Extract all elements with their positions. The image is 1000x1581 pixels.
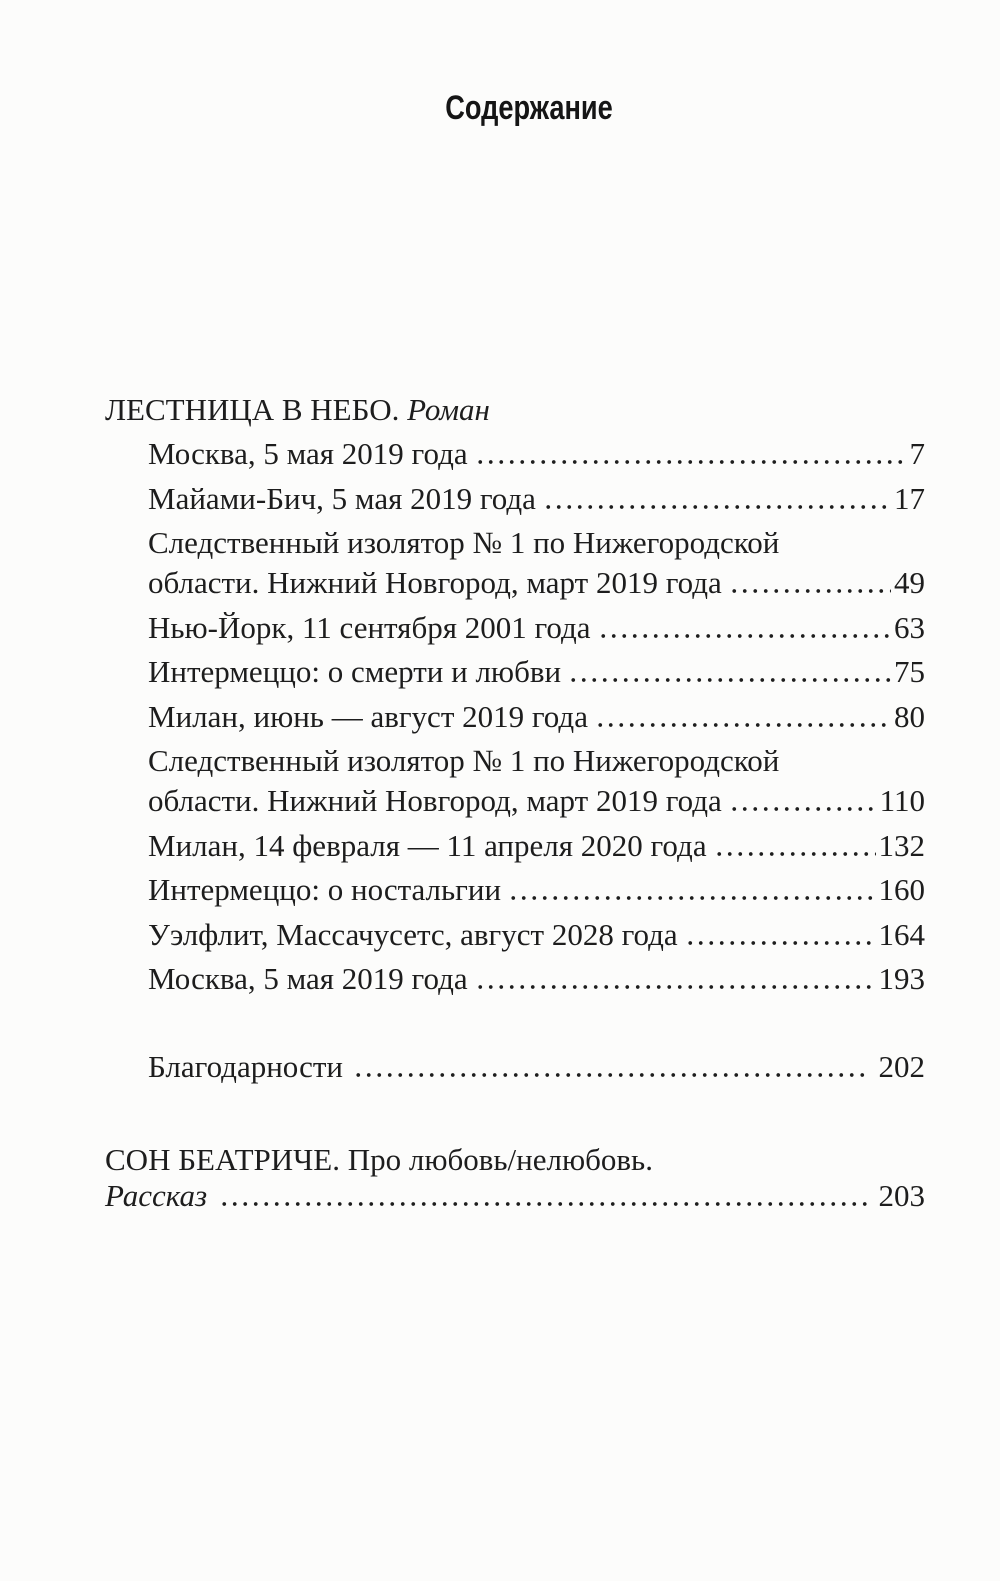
- acknowledgements-entry: [105, 1047, 925, 1087]
- chapter-title: Москва, 5 мая 2019 года: [148, 961, 468, 996]
- page-number: 75: [894, 654, 925, 689]
- toc-entry: [105, 523, 925, 603]
- table-of-contents: [105, 390, 925, 1214]
- chapter-title: Интермеццо: о смерти и любви: [148, 654, 562, 689]
- novel-heading: [105, 390, 925, 430]
- chapter-title: Уэлфлит, Массачусетс, август 2028 года: [148, 916, 678, 952]
- chapter-title: Милан, июнь — август 2019 года: [148, 698, 588, 734]
- toc-entry: [105, 434, 925, 474]
- page-number: 203: [878, 1178, 925, 1213]
- chapter-title-line: области. Нижний Новгород, март 2019 года: [148, 783, 722, 818]
- toc-entry: [105, 741, 925, 821]
- dot-leader: [595, 697, 891, 737]
- story-title: СОН БЕАТРИЧЕ. Про любовь/нелюбовь.: [105, 1142, 653, 1177]
- dot-leader: [568, 652, 891, 692]
- page-title: Содержание: [445, 89, 613, 127]
- toc-entry-line: [148, 652, 925, 692]
- dot-leader: [685, 915, 876, 955]
- story-genre: Рассказ: [105, 1178, 208, 1213]
- toc-entry-line: [148, 608, 925, 648]
- chapter-title: Милан, 14 февраля — 11 апреля 2020 года: [148, 827, 707, 863]
- dot-leader: [353, 1047, 867, 1087]
- toc-entry-line: [148, 870, 925, 910]
- toc-entry-line: [148, 826, 925, 866]
- dot-leader: [475, 959, 876, 999]
- toc-entry-line: [148, 434, 925, 474]
- dot-leader: [729, 781, 877, 821]
- dot-leader: [714, 826, 876, 866]
- toc-entry-line: [148, 781, 925, 821]
- chapter-title-line: области. Нижний Новгород, март 2019 года: [148, 565, 722, 600]
- toc-entry-line: [148, 479, 925, 519]
- page-number: 49: [894, 565, 925, 600]
- story-entry: [105, 1142, 925, 1214]
- page-number: 160: [878, 872, 925, 907]
- chapter-title: Майами-Бич, 5 мая 2019 года: [148, 480, 536, 516]
- page-number: 202: [878, 1049, 925, 1084]
- page-number: 63: [894, 609, 925, 645]
- page-number: 17: [894, 480, 925, 516]
- toc-entry-line: [148, 697, 925, 737]
- toc-entry: [105, 608, 925, 648]
- toc-entry: [105, 652, 925, 692]
- toc-entry-line: [148, 563, 925, 603]
- toc-entry-line: [148, 915, 925, 955]
- dot-leader: [475, 434, 907, 474]
- chapter-title: Интермеццо: о ностальгии: [148, 872, 502, 907]
- novel-title: ЛЕСТНИЦА В НЕБО.: [105, 392, 400, 427]
- dot-leader: [543, 479, 891, 519]
- dot-leader: [508, 870, 875, 910]
- dot-leader: [219, 1178, 866, 1214]
- toc-entry: [105, 479, 925, 519]
- chapter-title: Нью-Йорк, 11 сентября 2001 года: [148, 609, 591, 645]
- page-number: 7: [909, 436, 925, 471]
- toc-entry-line: [148, 959, 925, 999]
- toc-entry: [105, 826, 925, 866]
- page-number: 164: [878, 916, 925, 952]
- chapter-title-line: Следственный изолятор № 1 по Нижегородской: [148, 525, 780, 560]
- chapter-title-line: Следственный изолятор № 1 по Нижегородской: [148, 743, 780, 778]
- page-number: 80: [894, 698, 925, 734]
- toc-entry-line: [105, 1178, 925, 1214]
- dot-leader: [598, 608, 891, 648]
- page-number: 110: [879, 783, 925, 818]
- chapter-title: Москва, 5 мая 2019 года: [148, 436, 468, 471]
- toc-entry: [105, 697, 925, 737]
- page-number: 132: [878, 827, 925, 863]
- toc-entry: [105, 959, 925, 999]
- novel-genre: Роман: [407, 392, 490, 427]
- acknowledgements-title: Благодарности: [148, 1049, 343, 1084]
- toc-entry: [105, 870, 925, 910]
- toc-entry: [105, 915, 925, 955]
- dot-leader: [729, 563, 891, 603]
- page-number: 193: [878, 961, 925, 996]
- toc-entry-line: [148, 1047, 925, 1087]
